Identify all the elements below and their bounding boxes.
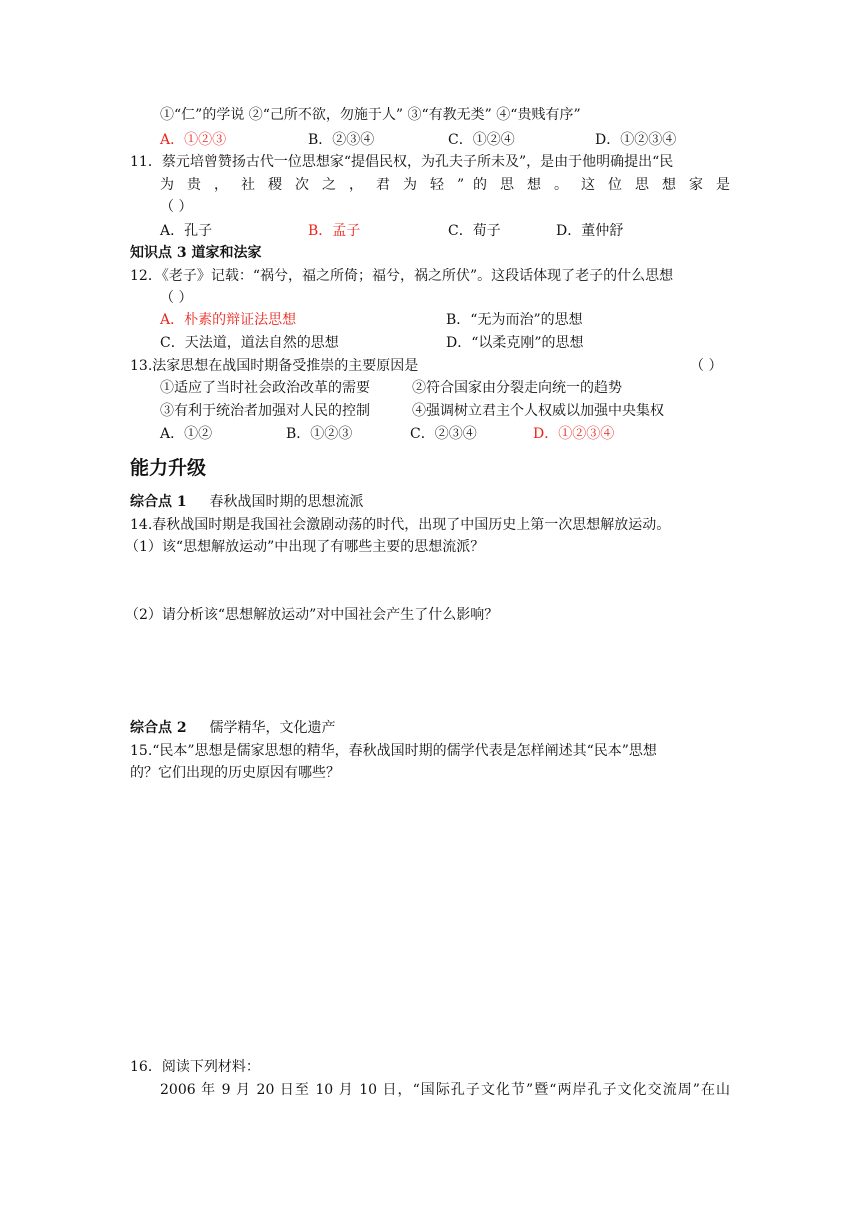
- q11-option-c: C．荀子: [448, 223, 501, 239]
- composite-point-1-heading: [130, 492, 364, 512]
- q14-stem-line1: 14.春秋战国时期是我国社会激剧动荡的时代，出现了中国历史上第一次思想解放运动。: [130, 517, 671, 533]
- q12-option-d: D．“以柔克刚”的思想: [446, 335, 584, 351]
- q16-material-line1: 2006 年 9 月 20 日至 10 月 10 日，“国际孔子文化节”暨“两岸孔子文化交流周”在山: [160, 1082, 730, 1098]
- q12-option-c: C．天法道，道法自然的思想: [160, 335, 339, 351]
- q10-items: ①“仁”的学说 ②“己所不欲，勿施于人” ③“有教无类” ④“贵贱有序”: [160, 107, 581, 123]
- q11-answer-paren: （ ）: [160, 199, 193, 215]
- q12-stem-line1: 12．《老子》记载：“祸兮，福之所倚；福兮，祸之所伏”。这段话体现了老子的什么思想: [130, 268, 674, 284]
- q13-item-2: ②符合国家由分裂走向统一的趋势: [412, 380, 622, 396]
- q13-option-b: B．①②③: [286, 426, 353, 442]
- composite-point-1-label: 综合点 1: [130, 494, 187, 510]
- composite-point-2-text: 儒学精华，文化遗产: [209, 720, 336, 736]
- q15-stem-line2: 的？它们出现的历史原因有哪些？: [130, 765, 340, 781]
- composite-point-2-heading: [130, 718, 336, 738]
- q13-option-c: C．②③④: [410, 426, 477, 442]
- knowledge-point-3-heading: 知识点 3 道家和法家: [130, 245, 262, 261]
- q10-option-b: B．②③④: [308, 132, 375, 148]
- q12-option-a: A．朴素的辩证法思想: [160, 312, 297, 328]
- q10-option-a: A．①②③: [160, 132, 227, 148]
- q13-item-1: ①适应了当时社会政治改革的需要: [160, 380, 370, 396]
- q15-stem-line1: 15.“民本”思想是儒家思想的精华，春秋战国时期的儒学代表是怎样阐述其“民本”思想: [130, 743, 657, 759]
- q13-stem-line1: 13.法家思想在战国时期备受推崇的主要原因是: [130, 358, 419, 374]
- q11-stem-line2: 为 贵 ， 社 稷 次 之 ， 君 为 轻 ” 的 思 想 。 这 位 思 想 家 是: [160, 177, 730, 193]
- q12-answer-paren: （ ）: [160, 290, 193, 306]
- section-title: 能力升级: [130, 457, 207, 479]
- q10-option-c: C．①②④: [448, 132, 515, 148]
- composite-point-1-text: 春秋战国时期的思想流派: [209, 494, 364, 510]
- q13-item-4: ④强调树立君主个人权威以加强中央集权: [412, 403, 664, 419]
- q11-stem-line1: 11．蔡元培曾赞扬古代一位思想家“提倡民权，为孔夫子所未及”，是由于他明确提出“民: [130, 154, 674, 170]
- q11-option-b: B．孟子: [308, 223, 361, 239]
- q11-option-d: D．董仲舒: [556, 223, 624, 239]
- composite-point-2-label: 综合点 2: [130, 720, 187, 736]
- q16-stem-line1: 16．阅读下列材料：: [130, 1059, 260, 1075]
- q13-option-d: D．①②③④: [533, 426, 615, 442]
- q13-item-3: ③有利于统治者加强对人民的控制: [160, 403, 370, 419]
- q14-subquestion-1: （1）该“思想解放运动”中出现了有哪些主要的思想流派？: [125, 539, 485, 555]
- q10-option-d: D．①②③④: [595, 132, 677, 148]
- q12-option-b: B．“无为而治”的思想: [446, 312, 583, 328]
- q13-answer-paren: （ ）: [690, 358, 723, 374]
- q14-subquestion-2: （2）请分析该“思想解放运动”对中国社会产生了什么影响？: [125, 607, 499, 623]
- q13-option-a: A．①②: [160, 426, 213, 442]
- q11-option-a: A．孔子: [160, 223, 213, 239]
